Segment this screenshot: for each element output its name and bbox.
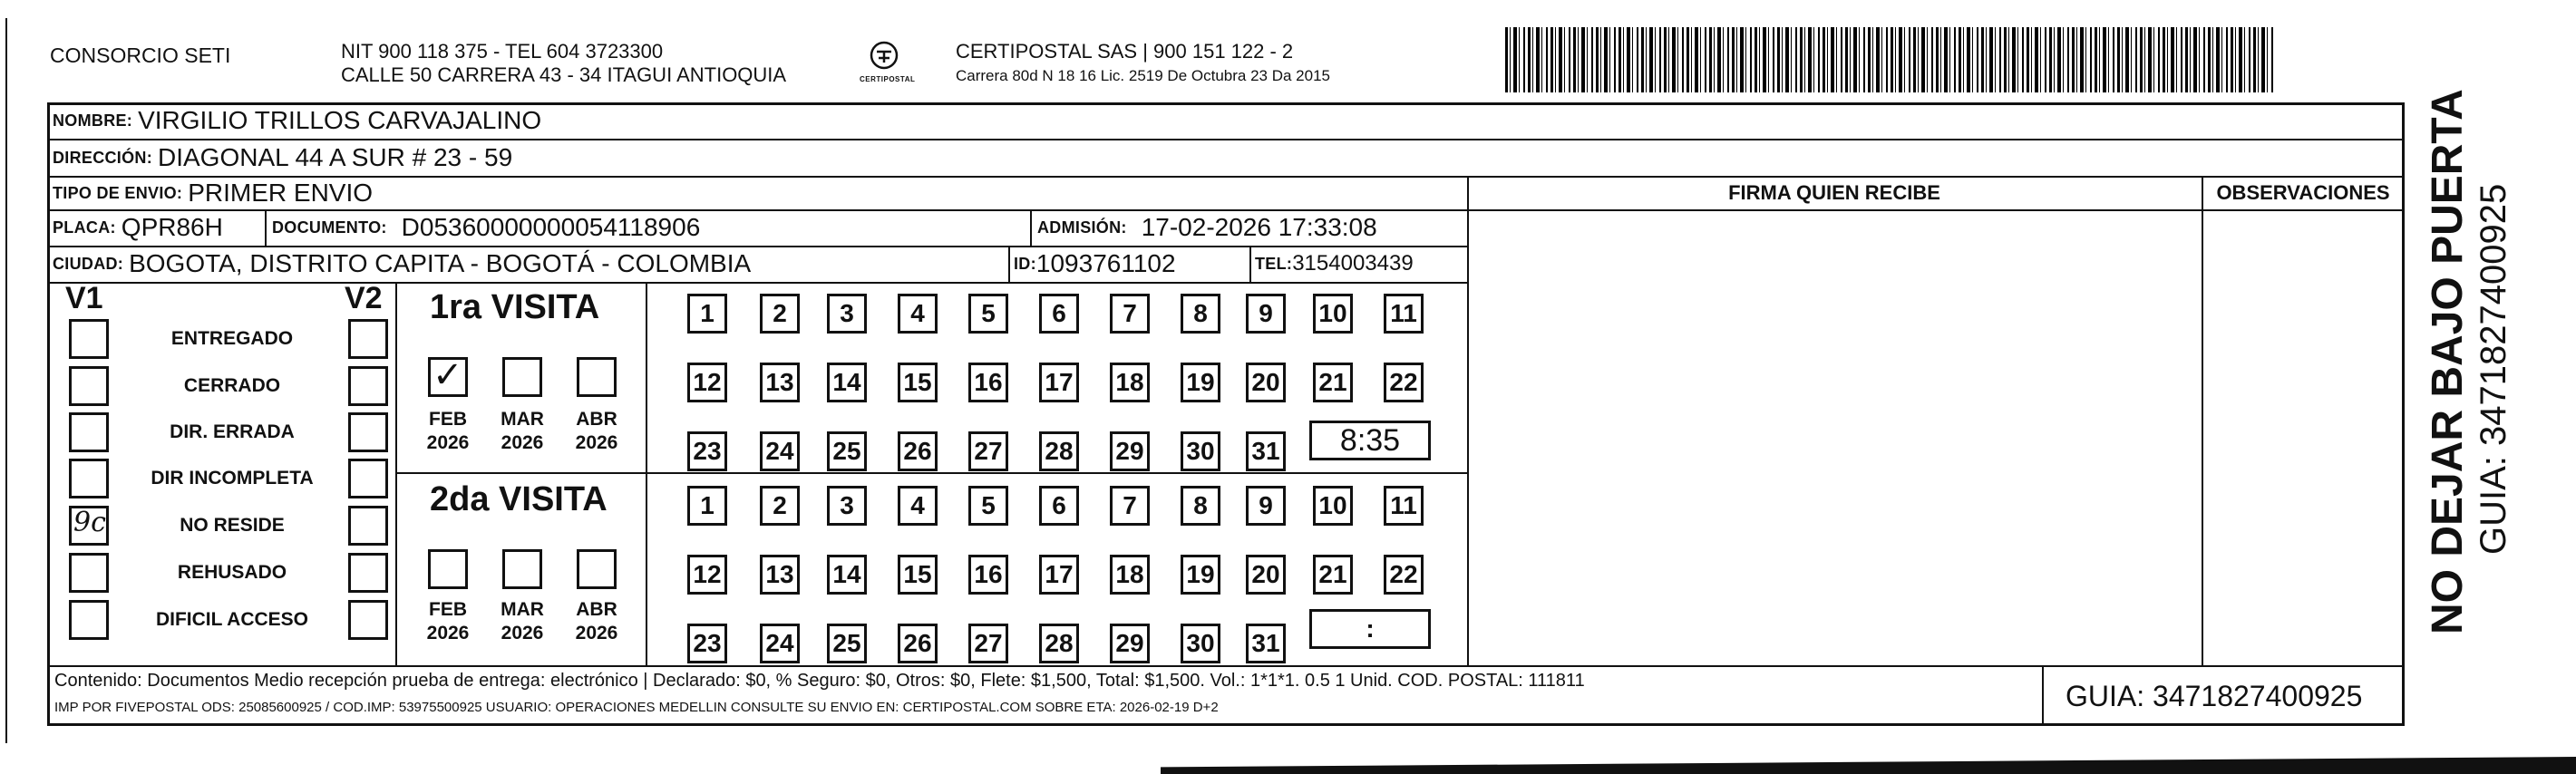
day-number: 30 (1186, 437, 1215, 465)
day-number: 18 (1115, 560, 1144, 588)
day-number: 10 (1318, 299, 1347, 327)
second-visit-day-box[interactable] (827, 486, 867, 526)
status-rehusado: REHUSADO (177, 562, 287, 583)
margin-line (5, 18, 7, 743)
second-visit-day-box[interactable] (1246, 486, 1286, 526)
id-value: 1093761102 (1035, 249, 1176, 277)
v1-checkbox-rehusado[interactable] (69, 553, 109, 593)
day-number: 2 (773, 491, 787, 519)
v1-checkbox-no-reside[interactable] (69, 506, 109, 546)
day-number: 29 (1115, 437, 1144, 465)
day-number: 17 (1045, 368, 1074, 396)
day-number: 28 (1045, 629, 1074, 657)
first-visit-day-box[interactable] (898, 363, 938, 402)
v2-checkbox-dificil-acceso[interactable] (348, 600, 388, 640)
tipo-label: TIPO DE ENVIO: (53, 183, 183, 202)
day-number: 24 (765, 437, 794, 465)
first-visit-day-box[interactable] (898, 431, 938, 471)
month-label: MAR 2026 (501, 599, 544, 643)
day-number: 20 (1251, 368, 1280, 396)
first-visit-day-box[interactable] (760, 363, 800, 402)
v1-checkbox-dir-incompleta[interactable] (69, 459, 109, 498)
day-number: 22 (1389, 368, 1418, 396)
tel-row (1255, 247, 1414, 280)
second-visit-day-box[interactable] (968, 486, 1008, 526)
day-number: 23 (693, 629, 722, 657)
first-visit-day-box[interactable] (1181, 294, 1220, 334)
second-visit-day-box[interactable] (760, 486, 800, 526)
second-visit-time-box[interactable] (1309, 609, 1431, 649)
footer-line2: IMP POR FIVEPOSTAL ODS: 25085600925 / COD.IMP: 53975500925 USUARIO: OPERACIONES MEDELLIN CONSULTE SU ENVIO EN: CERTIPOSTAL.COM SOBRE ETA: 2026-02-19 D+2 (54, 700, 1219, 715)
logo-icon (866, 40, 902, 71)
first-visit-day-box[interactable] (898, 294, 938, 334)
divider (1008, 246, 1010, 282)
barcode (1505, 27, 2274, 92)
day-number: 30 (1186, 629, 1215, 657)
divider (47, 282, 1467, 284)
side-warning: NO DEJAR BAJO PUERTA (2424, 89, 2472, 634)
time-value: 8:35 (1339, 422, 1401, 458)
day-number: 6 (1052, 491, 1066, 519)
first-visit-day-box[interactable] (968, 294, 1008, 334)
second-visit-day-box[interactable] (1313, 555, 1353, 595)
day-number: 17 (1045, 560, 1074, 588)
divider (265, 209, 267, 246)
day-number: 26 (903, 437, 932, 465)
second-visit-day-box[interactable] (1110, 555, 1150, 595)
v1-checkbox-cerrado[interactable] (69, 366, 109, 406)
first-visit-day-box[interactable] (687, 363, 727, 402)
documento-label: DOCUMENTO: (272, 218, 387, 237)
divider (47, 139, 2405, 140)
day-number: 27 (974, 629, 1003, 657)
day-number: 13 (765, 560, 794, 588)
tel-label: TEL: (1255, 254, 1293, 273)
day-number: 15 (903, 560, 932, 588)
second-visit-day-box[interactable] (687, 624, 727, 663)
second-visit-day-box[interactable] (1110, 486, 1150, 526)
side-guia: GUIA: 3471827400925 (2474, 183, 2513, 555)
day-number: 9 (1259, 299, 1273, 327)
footer-guia: GUIA: 3471827400925 (2066, 680, 2363, 712)
v1-header: V1 (65, 281, 103, 315)
second-visit-day-box[interactable] (1313, 486, 1353, 526)
day-number: 8 (1193, 299, 1208, 327)
time-value: : (1366, 614, 1375, 643)
divider (395, 472, 1467, 474)
second-visit-day-box[interactable] (760, 555, 800, 595)
nombre-value: VIRGILIO TRILLOS CARVAJALINO (138, 106, 542, 134)
first-visit-day-box[interactable] (1246, 363, 1286, 402)
first-visit-day-box[interactable] (1313, 294, 1353, 334)
admision-row (1037, 211, 1377, 244)
documento-row (272, 211, 700, 244)
admision-value: 17-02-2026 17:33:08 (1141, 213, 1377, 241)
day-number: 23 (693, 437, 722, 465)
day-number: 10 (1318, 491, 1347, 519)
nit-line: NIT 900 118 375 - TEL 604 3723300 (341, 40, 664, 63)
address-line: CALLE 50 CARRERA 43 - 34 ITAGUI ANTIOQUIA (341, 63, 787, 86)
day-number: 1 (700, 299, 714, 327)
first-visit-day-box[interactable] (687, 294, 727, 334)
day-number: 6 (1052, 299, 1066, 327)
v2-checkbox-rehusado[interactable] (348, 553, 388, 593)
v2-checkbox-dir-errada[interactable] (348, 412, 388, 452)
second-visit-day-box[interactable] (827, 624, 867, 663)
v2-checkbox-cerrado[interactable] (348, 366, 388, 406)
second-visit-day-box[interactable] (898, 486, 938, 526)
first-visit-day-box[interactable] (1039, 363, 1079, 402)
second-visit-day-box[interactable] (1181, 555, 1220, 595)
first-visit-day-box[interactable] (1110, 363, 1150, 402)
day-number: 19 (1186, 368, 1215, 396)
v1-checkbox-dificil-acceso[interactable] (69, 600, 109, 640)
day-number: 31 (1251, 629, 1280, 657)
second-visit-day-box[interactable] (1384, 486, 1424, 526)
first-visit-mar-box[interactable] (502, 357, 542, 397)
day-number: 2 (773, 299, 787, 327)
day-number: 25 (832, 437, 861, 465)
day-number: 27 (974, 437, 1003, 465)
first-visit-day-box[interactable] (1384, 294, 1424, 334)
first-visit-title: 1ra VISITA (430, 288, 600, 326)
certipostal-line1: CERTIPOSTAL SAS | 900 151 122 - 2 (956, 40, 1294, 63)
second-visit-day-box[interactable] (827, 555, 867, 595)
first-visit-day-box[interactable] (760, 294, 800, 334)
first-visit-day-box[interactable] (1110, 431, 1150, 471)
status-dir-incompleta: DIR INCOMPLETA (151, 468, 314, 489)
month-label: FEB 2026 (426, 599, 470, 643)
admision-label: ADMISIÓN: (1037, 218, 1127, 237)
day-number: 5 (981, 299, 996, 327)
day-number: 8 (1193, 491, 1208, 519)
status-entregado: ENTREGADO (170, 328, 294, 349)
placa-row (53, 211, 223, 244)
placa-value: QPR86H (121, 213, 223, 241)
second-visit-day-box[interactable] (1039, 486, 1079, 526)
divider (1467, 176, 1469, 665)
first-visit-day-box[interactable] (1039, 294, 1079, 334)
direccion-row (53, 141, 512, 174)
first-visit-day-box[interactable] (760, 431, 800, 471)
status-dir-errada: DIR. ERRADA (170, 421, 295, 442)
ciudad-label: CIUDAD: (53, 254, 124, 273)
logo-text: CERTIPOSTAL (860, 75, 916, 83)
second-visit-day-box[interactable] (1384, 555, 1424, 595)
day-number: 9 (1259, 491, 1273, 519)
handwritten-mark: 9c (73, 507, 106, 538)
second-visit-day-box[interactable] (968, 624, 1008, 663)
first-visit-feb-box[interactable] (428, 357, 468, 397)
second-visit-day-box[interactable] (968, 555, 1008, 595)
divider (2042, 665, 2044, 725)
tipo-row (53, 178, 373, 208)
day-number: 16 (974, 368, 1003, 396)
month-label: MAR 2026 (501, 409, 544, 453)
footer-line1: Contenido: Documentos Medio recepción prueba de entrega: electrónico | Declarado: $0, % Seguro: $0, Otros: $0, Flete: $1,500, Total: $1,500. Vol.: 1*1*1. 0.5 1 Unid. COD. POSTAL: 111811 (54, 671, 1585, 691)
second-visit-day-box[interactable] (687, 555, 727, 595)
day-number: 13 (765, 368, 794, 396)
certipostal-line2: Carrera 80d N 18 16 Lic. 2519 De Octubra 23 Da 2015 (956, 67, 1330, 84)
day-number: 5 (981, 491, 996, 519)
id-row (1014, 247, 1176, 280)
second-visit-day-box[interactable] (760, 624, 800, 663)
day-number: 29 (1115, 629, 1144, 657)
day-number: 15 (903, 368, 932, 396)
day-number: 4 (910, 491, 925, 519)
day-number: 7 (1123, 299, 1137, 327)
first-visit-day-box[interactable] (1246, 431, 1286, 471)
day-number: 22 (1389, 560, 1418, 588)
day-number: 19 (1186, 560, 1215, 588)
day-number: 11 (1390, 491, 1417, 519)
day-number: 28 (1045, 437, 1074, 465)
status-no-reside: NO RESIDE (180, 515, 285, 536)
firma-header: FIRMA QUIEN RECIBE (1728, 181, 1940, 204)
company-name: CONSORCIO SETI (50, 44, 231, 67)
second-visit-day-box[interactable] (1246, 624, 1286, 663)
first-visit-day-box[interactable] (687, 431, 727, 471)
v1-checkbox-dir-errada[interactable] (69, 412, 109, 452)
first-visit-day-box[interactable] (827, 431, 867, 471)
day-number: 11 (1390, 299, 1417, 327)
second-visit-day-box[interactable] (1181, 624, 1220, 663)
first-visit-abr-box[interactable] (577, 357, 617, 397)
status-cerrado: CERRADO (183, 375, 281, 396)
second-visit-day-box[interactable] (1039, 624, 1079, 663)
documento-value: D05360000000054118906 (401, 213, 701, 241)
id-label: ID: (1014, 254, 1036, 273)
month-label: FEB 2026 (426, 409, 470, 453)
first-visit-day-box[interactable] (968, 363, 1008, 402)
first-visit-day-box[interactable] (1313, 363, 1353, 402)
tipo-value: PRIMER ENVIO (188, 179, 374, 207)
first-visit-day-box[interactable] (1039, 431, 1079, 471)
v2-header: V2 (345, 281, 383, 315)
first-visit-day-box[interactable] (1384, 363, 1424, 402)
divider (1249, 246, 1251, 282)
day-number: 7 (1123, 491, 1137, 519)
placa-label: PLACA: (53, 218, 116, 237)
day-number: 21 (1318, 368, 1347, 396)
day-number: 14 (832, 560, 861, 588)
day-number: 24 (765, 629, 794, 657)
second-visit-mar-box[interactable] (502, 549, 542, 589)
first-visit-day-box[interactable] (968, 431, 1008, 471)
first-visit-day-box[interactable] (1181, 431, 1220, 471)
day-number: 3 (840, 491, 854, 519)
divider (47, 665, 2405, 667)
second-visit-title: 2da VISITA (430, 480, 608, 518)
day-number: 4 (910, 299, 925, 327)
day-number: 16 (974, 560, 1003, 588)
second-visit-abr-box[interactable] (577, 549, 617, 589)
day-number: 21 (1318, 560, 1347, 588)
tel-value: 3154003439 (1292, 251, 1414, 276)
first-visit-day-box[interactable] (1181, 363, 1220, 402)
month-label: ABR 2026 (575, 409, 618, 453)
certipostal-logo (860, 40, 916, 83)
second-visit-day-box[interactable] (1110, 624, 1150, 663)
second-visit-day-box[interactable] (898, 555, 938, 595)
first-visit-day-box[interactable] (1246, 294, 1286, 334)
day-number: 20 (1251, 560, 1280, 588)
day-number: 12 (693, 368, 722, 396)
month-label: ABR 2026 (575, 599, 618, 643)
second-visit-day-box[interactable] (1039, 555, 1079, 595)
v2-checkbox-entregado[interactable] (348, 319, 388, 359)
second-visit-day-box[interactable] (898, 624, 938, 663)
direccion-label: DIRECCIÓN: (53, 148, 152, 167)
scan-edge (1161, 757, 2576, 774)
v2-checkbox-no-reside[interactable] (348, 506, 388, 546)
day-number: 1 (700, 491, 714, 519)
ciudad-value: BOGOTA, DISTRITO CAPITA - BOGOTÁ - COLOMBIA (129, 249, 752, 277)
second-visit-feb-box[interactable] (428, 549, 468, 589)
day-number: 26 (903, 629, 932, 657)
second-visit-day-box[interactable] (1181, 486, 1220, 526)
check-icon: ✓ (433, 355, 463, 395)
day-number: 25 (832, 629, 861, 657)
first-visit-day-box[interactable] (1110, 294, 1150, 334)
first-visit-day-box[interactable] (827, 294, 867, 334)
direccion-value: DIAGONAL 44 A SUR # 23 - 59 (158, 143, 513, 171)
nombre-label: NOMBRE: (53, 111, 133, 130)
day-number: 14 (832, 368, 861, 396)
ciudad-row (53, 247, 751, 280)
observaciones-header: OBSERVACIONES (2216, 181, 2390, 204)
v2-checkbox-dir-incompleta[interactable] (348, 459, 388, 498)
day-number: 12 (693, 560, 722, 588)
day-number: 3 (840, 299, 854, 327)
nombre-row (53, 104, 541, 137)
first-visit-time-box[interactable] (1309, 421, 1431, 460)
day-number: 18 (1115, 368, 1144, 396)
day-number: 31 (1251, 437, 1280, 465)
status-dificil-acceso: DIFICIL ACCESO (155, 609, 308, 630)
second-visit-day-box[interactable] (687, 486, 727, 526)
first-visit-day-box[interactable] (827, 363, 867, 402)
divider (1030, 209, 1032, 246)
v1-checkbox-entregado[interactable] (69, 319, 109, 359)
second-visit-day-box[interactable] (1246, 555, 1286, 595)
divider (2202, 176, 2203, 665)
